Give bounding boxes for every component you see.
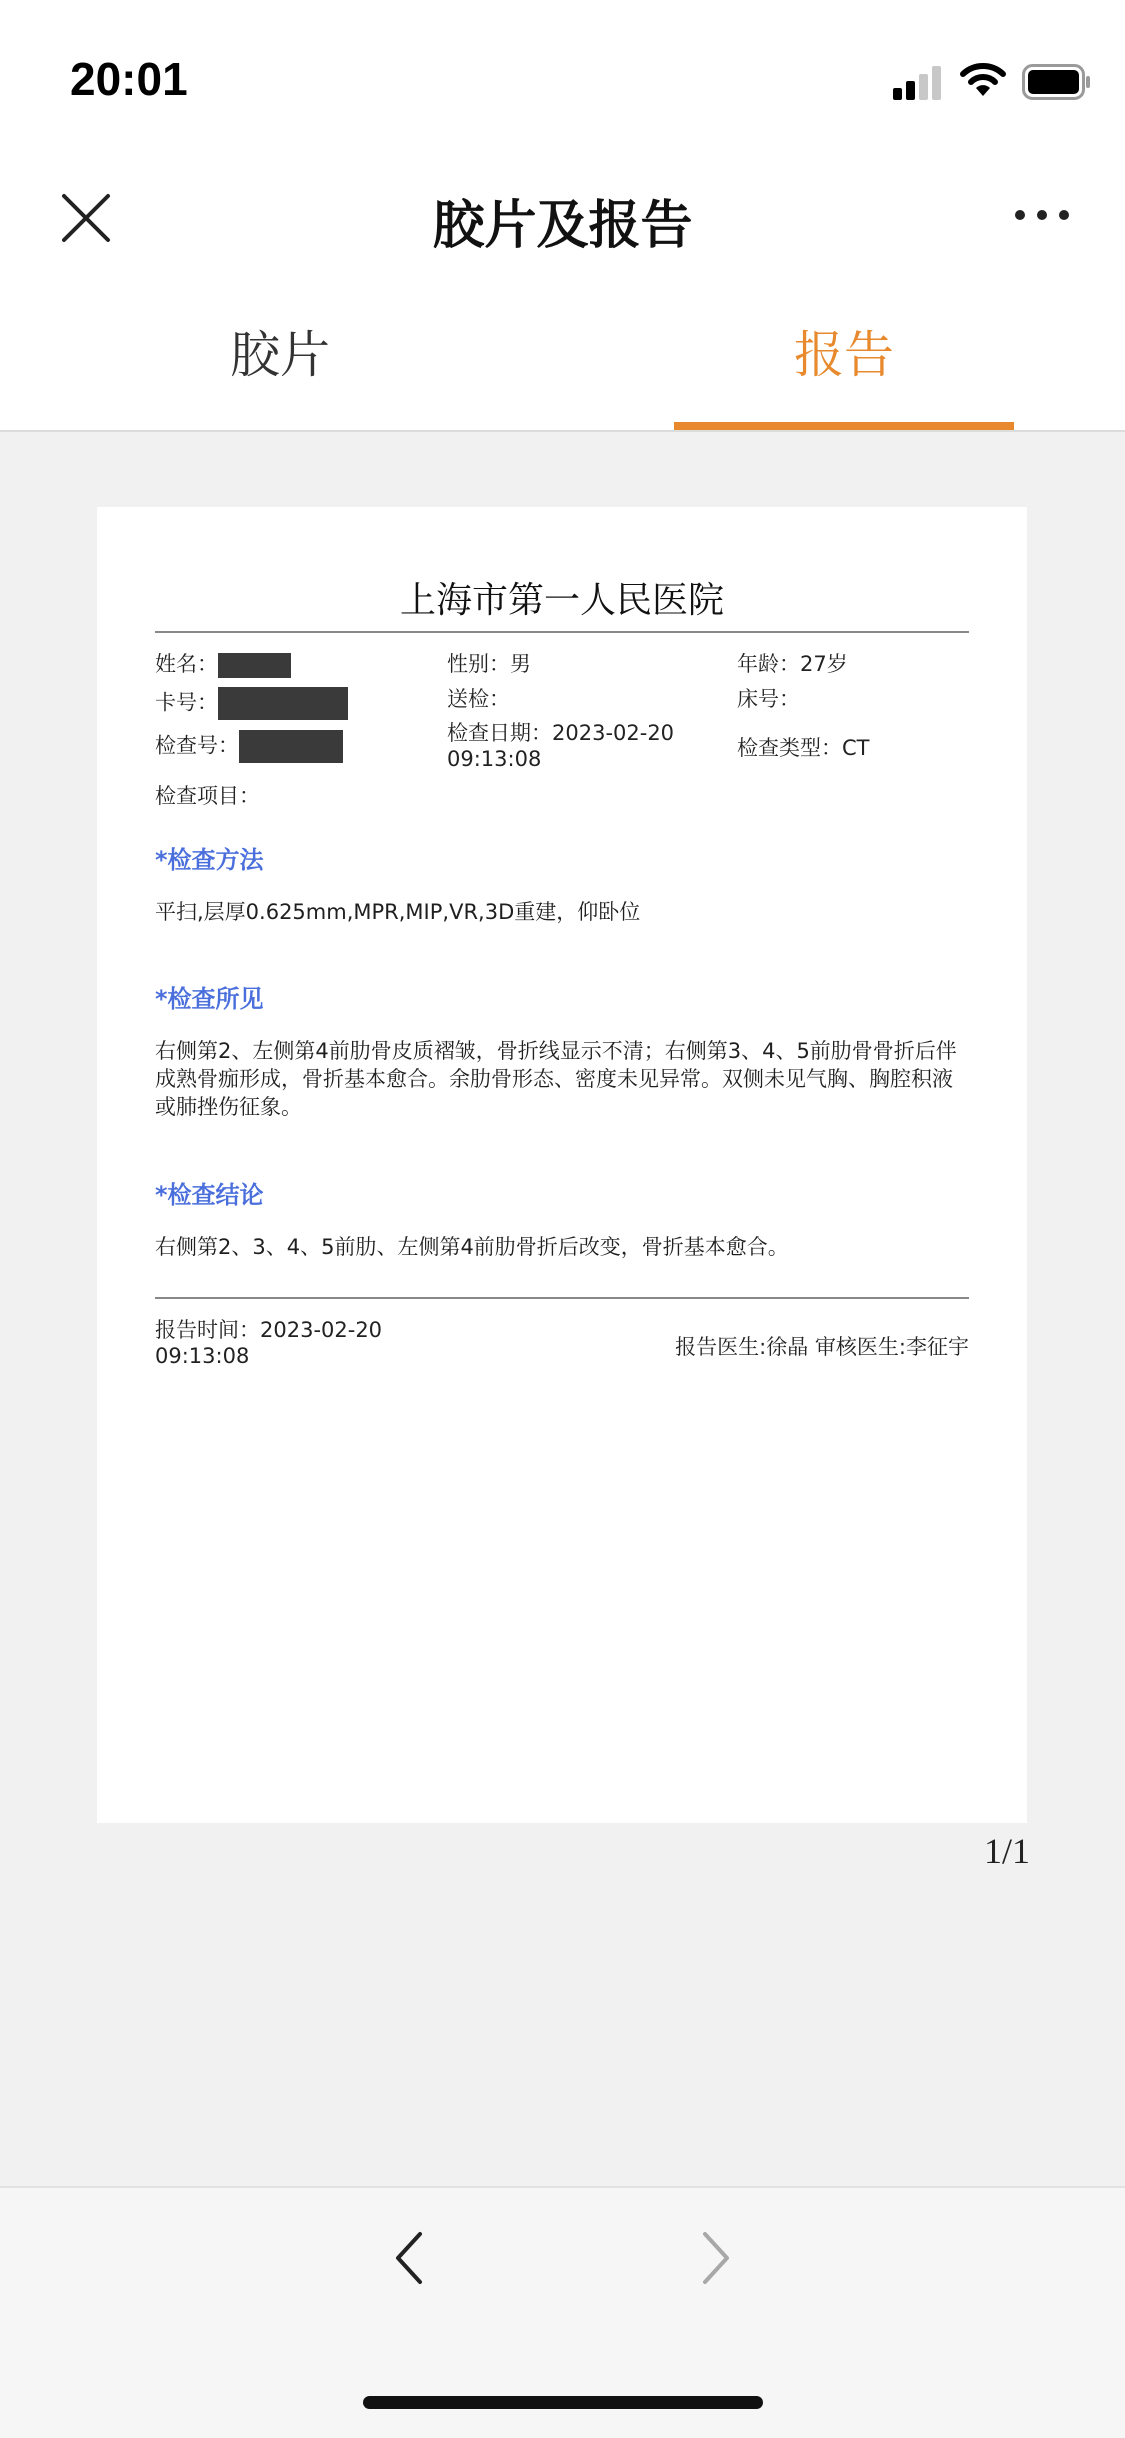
report-time-line1: 报告时间：2023-02-20 xyxy=(155,1318,383,1342)
active-tab-indicator xyxy=(674,422,1014,430)
findings-line: 成熟骨痂形成，骨折基本愈合。余肋骨形态、密度未见异常。双侧未见气胸、胸腔积液 xyxy=(155,1067,953,1091)
exam-date-line2: 09:13:08 xyxy=(447,747,542,771)
redacted-name xyxy=(218,653,291,678)
status-time: 20:01 xyxy=(70,53,188,105)
method-section-title: *检查方法 xyxy=(155,846,264,874)
card-label: 卡号： xyxy=(155,690,218,715)
method-text: 平扫,层厚0.625mm,MPR,MIP,VR,3D重建，仰卧位 xyxy=(155,900,641,924)
tab-film[interactable]: 胶片 xyxy=(230,326,330,384)
redacted-card-number xyxy=(218,687,348,720)
redacted-exam-number xyxy=(239,730,343,763)
back-chevron-icon[interactable] xyxy=(390,2228,430,2288)
home-indicator[interactable] xyxy=(363,2396,763,2409)
findings-section-title: *检查所见 xyxy=(155,985,264,1013)
page-title: 胶片及报告 xyxy=(432,196,693,256)
gender-field: 性别：男 xyxy=(447,652,531,676)
name-label: 姓名： xyxy=(155,652,218,676)
name-field xyxy=(155,651,291,678)
card-field xyxy=(155,687,348,720)
findings-line: 或肺挫伤征象。 xyxy=(155,1095,302,1119)
findings-line: 右侧第2、左侧第4前肋骨皮质褶皱，骨折线显示不清；右侧第3、4、5前肋骨骨折后伴 xyxy=(155,1039,957,1063)
exam-item-field: 检查项目： xyxy=(155,784,260,808)
exam-date-field xyxy=(447,720,674,772)
referral-field: 送检： xyxy=(447,687,510,711)
report-time-line2: 09:13:08 xyxy=(155,1344,250,1368)
cellular-signal-icon xyxy=(893,66,945,100)
bed-field: 床号： xyxy=(737,687,800,711)
status-bar xyxy=(0,0,1125,165)
conclusion-section-title: *检查结论 xyxy=(155,1181,264,1209)
hospital-name: 上海市第一人民医院 xyxy=(399,580,724,621)
report-time-field xyxy=(155,1317,382,1369)
tab-report[interactable]: 报告 xyxy=(794,326,894,384)
tab-bar xyxy=(0,285,1125,432)
battery-icon xyxy=(1022,64,1092,100)
page-indicator: 1/1 xyxy=(983,1831,1030,1871)
exam-date-line1: 检查日期：2023-02-20 xyxy=(447,721,675,745)
forward-chevron-icon[interactable] xyxy=(695,2228,735,2288)
exam-number-label: 检查号： xyxy=(155,733,239,758)
exam-number-field xyxy=(155,730,343,763)
header-divider xyxy=(155,631,969,633)
age-field: 年龄：27岁 xyxy=(737,652,848,676)
findings-text xyxy=(155,1037,973,1121)
report-document xyxy=(97,507,1027,1823)
doctors-field: 报告医生:徐晶 审核医生:李征宇 xyxy=(675,1335,969,1359)
more-options-icon[interactable] xyxy=(1012,200,1072,230)
exam-type-field: 检查类型：CT xyxy=(737,736,870,760)
footer-divider xyxy=(155,1297,969,1299)
wifi-icon xyxy=(960,62,1006,98)
conclusion-text: 右侧第2、3、4、5前肋、左侧第4前肋骨折后改变，骨折基本愈合。 xyxy=(155,1235,789,1259)
